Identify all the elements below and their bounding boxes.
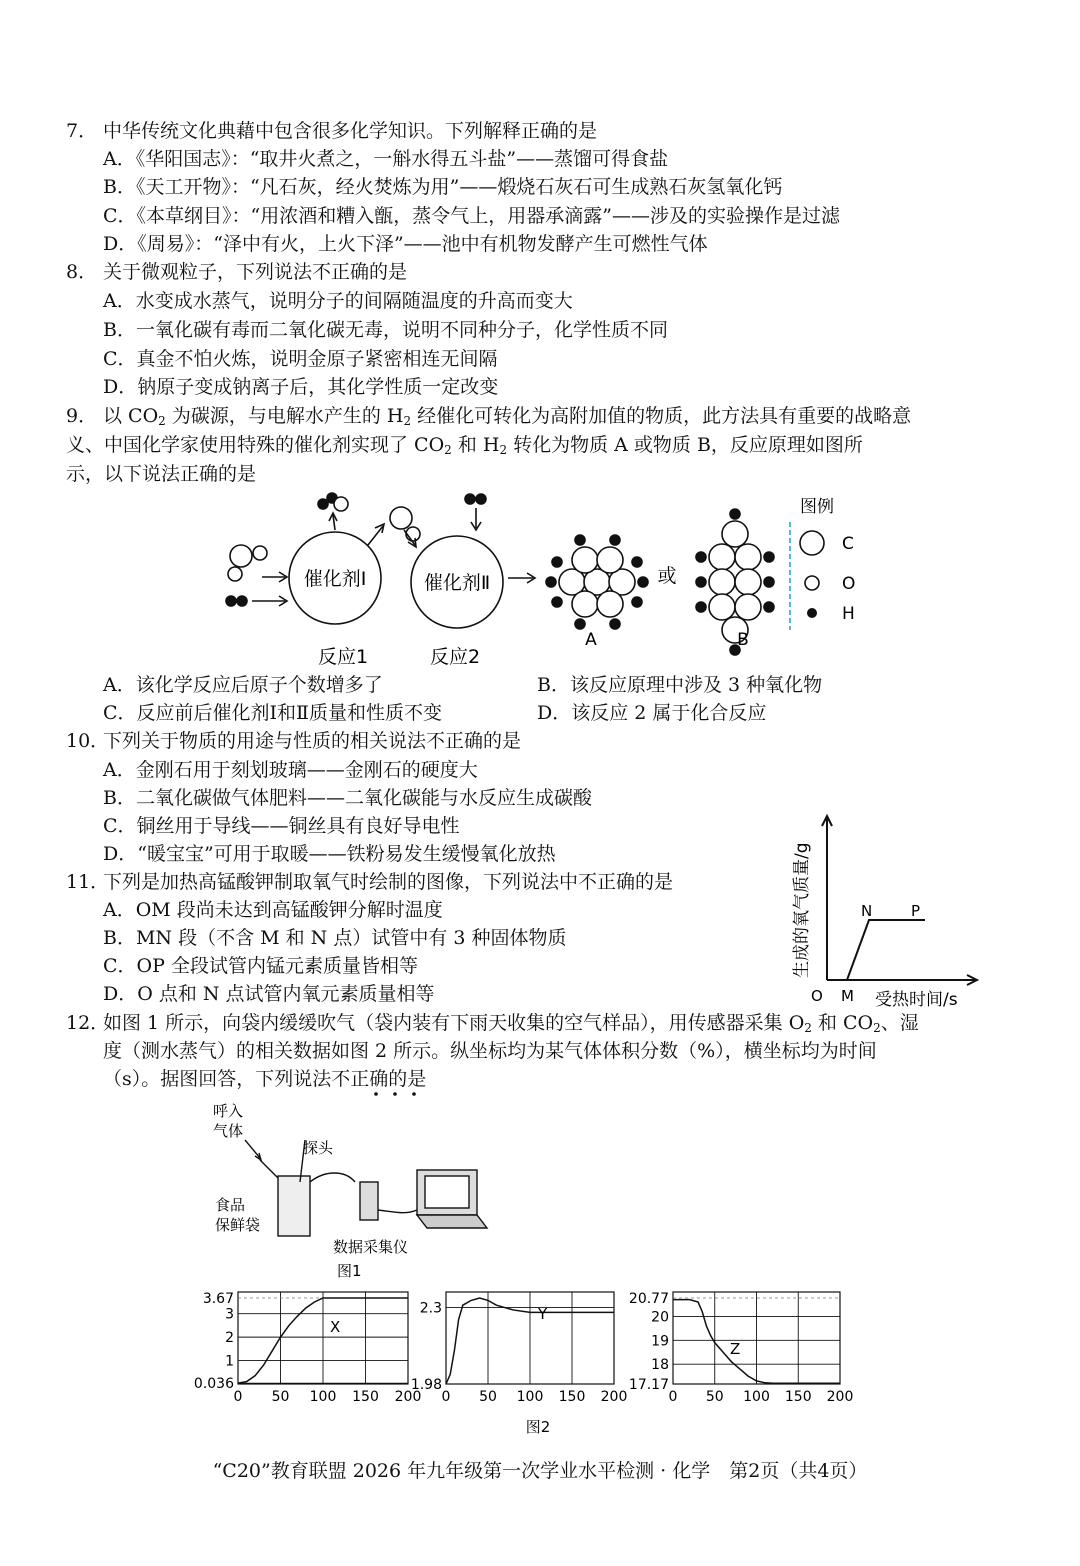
q7-option-a: A．《华阳国志》：“取井火煮之，一斛水得五斗盐”——蒸馏可得食盐 bbox=[103, 148, 669, 170]
fig2-panel-2-ytick: 17.17 bbox=[628, 1377, 669, 1393]
q9-option-c: C．反应前后催化剂Ⅰ和Ⅱ质量和性质不变 bbox=[103, 702, 442, 724]
legend-c-label: C bbox=[842, 534, 854, 554]
legend-o-symbol bbox=[805, 576, 819, 590]
catalyst1-label: 催化剂Ⅰ bbox=[303, 568, 367, 590]
q11-m-label: M bbox=[841, 987, 854, 1005]
fig2-series-label-Y: Y bbox=[538, 1305, 548, 1323]
reaction1-label: 反应1 bbox=[317, 646, 369, 668]
q9-stem-line3: 示，以下说法正确的是 bbox=[66, 463, 257, 485]
fig2-caption: 图2 bbox=[525, 1418, 551, 1436]
legend-h-label: H bbox=[842, 604, 855, 624]
fig2-panel-1-xtick: 0 bbox=[441, 1389, 451, 1405]
fig2-panel-1-xtick: 50 bbox=[479, 1389, 497, 1405]
fig2-series-label-Z: Z bbox=[730, 1340, 741, 1358]
q8-option-b: B．一氧化碳有毒而二氧化碳无毒，说明不同种分子，化学性质不同 bbox=[103, 319, 668, 341]
q12-stem-line3: （s）。据图回答，下列说法不正确的是 bbox=[103, 1068, 427, 1090]
molecule-b-label: B bbox=[737, 630, 749, 650]
legend-h-symbol bbox=[807, 608, 817, 618]
q10-option-b: B．二氧化碳做气体肥料——二氧化碳能与水反应生成碳酸 bbox=[103, 787, 592, 809]
fig2-panel-2-xtick: 0 bbox=[668, 1389, 678, 1405]
q8-option-a: A．水变成水蒸气，说明分子的间隔随温度的升高而变大 bbox=[103, 290, 573, 312]
fig2-panel-0-ytick: 0.036 bbox=[193, 1376, 234, 1393]
fig2-panel-1-ytick: 1.98 bbox=[410, 1377, 442, 1393]
fig2-panel-1-xtick: 100 bbox=[516, 1389, 544, 1405]
fig1-bag-label1: 食品 bbox=[215, 1196, 246, 1214]
q8-option-c: C．真金不怕火炼，说明金原子紧密相连无间隔 bbox=[103, 348, 498, 370]
q9-stem-line2: 义、中国化学家使用特殊的催化剂实现了 $CO_2$ 和 $H_2$ 转化为物质 A 或物质 B，反应原理如图所 bbox=[66, 434, 863, 457]
fig2-panel-1-ytick: 2.3 bbox=[419, 1300, 442, 1317]
fig1-gas-label: 气体 bbox=[213, 1122, 244, 1140]
catalyst2-label: 催化剂Ⅱ bbox=[423, 572, 491, 594]
fig2-panel-0-xtick: 50 bbox=[271, 1389, 290, 1405]
q7-option-d: D．《周易》：“泽中有火，上火下泽”——池中有机物发酵产生可燃性气体 bbox=[103, 233, 708, 255]
q9-option-a: A．该化学反应后原子个数增多了 bbox=[103, 674, 383, 696]
q10-option-d: D．“暖宝宝”可用于取暖——铁粉易发生缓慢氧化放热 bbox=[103, 843, 556, 865]
fig2-panel-0-ytick: 2 bbox=[225, 1330, 234, 1347]
q8-stem: 关于微观粒子，下列说法不正确的是 bbox=[103, 261, 408, 283]
q9-reaction-diagram bbox=[215, 490, 865, 672]
or-label: 或 bbox=[657, 565, 677, 587]
fig2-panel-2-xtick: 150 bbox=[784, 1389, 812, 1405]
emphasis-dots bbox=[370, 1090, 420, 1098]
q12-stem-line2: 度（测水蒸气）的相关数据如图 2 所示。纵坐标均为某气体体积分数（%），横坐标均为时间 bbox=[103, 1040, 877, 1062]
q11-option-d: D．O 点和 N 点试管内氧元素质量相等 bbox=[103, 983, 435, 1005]
q7-stem: 中华传统文化典藉中包含很多化学知识。下列解释正确的是 bbox=[103, 120, 598, 142]
molecule-b bbox=[696, 509, 774, 655]
fig2-panel-0-xtick: 150 bbox=[352, 1389, 379, 1405]
fig2-panel-0-xtick: 100 bbox=[309, 1389, 337, 1405]
fig1-bag-label2: 保鲜袋 bbox=[215, 1216, 261, 1234]
page-footer: “C20”教育联盟 2026 年九年级第一次学业水平检测 · 化学 第2页（共4页） bbox=[212, 1460, 868, 1482]
q11-n-label: N bbox=[861, 902, 873, 920]
fig2-panel-0-ytick: 3.67 bbox=[202, 1291, 234, 1307]
fig1-breath-label: 呼入 bbox=[213, 1102, 244, 1120]
q9-option-d: D．该反应 2 属于化合反应 bbox=[537, 702, 767, 724]
fig2-panel-2-ytick: 18 bbox=[651, 1357, 669, 1374]
q11-xlabel: 受热时间/s bbox=[875, 990, 958, 1010]
q11-graph-line bbox=[847, 920, 925, 980]
q12-figure2-charts bbox=[190, 1284, 860, 1439]
legend-o-label: O bbox=[842, 574, 856, 594]
q9-option-b: B．该反应原理中涉及 3 种氧化物 bbox=[537, 674, 823, 696]
q11-ylabel: 生成的氧气质量/g bbox=[792, 842, 812, 978]
legend-c-symbol bbox=[800, 531, 824, 555]
fig2-panel-1-xtick: 150 bbox=[558, 1389, 586, 1405]
molecule-a bbox=[546, 535, 648, 629]
fig2-panel-0-xtick: 200 bbox=[394, 1389, 422, 1405]
q8-number: 8． bbox=[66, 261, 98, 283]
fig1-probe-label: 探头 bbox=[303, 1139, 334, 1157]
fig2-panel-0-ytick: 1 bbox=[225, 1353, 234, 1370]
fig1-caption: 图1 bbox=[337, 1262, 362, 1280]
q10-option-c: C．铜丝用于导线——铜丝具有良好导电性 bbox=[103, 815, 460, 837]
fig2-panel-0-xtick: 0 bbox=[233, 1389, 243, 1405]
q10-stem: 下列关于物质的用途与性质的相关说法不正确的是 bbox=[103, 730, 522, 752]
q7-option-c: C．《本草纲目》：“用浓酒和糟入甑，蒸令气上，用器承滴露”——涉及的实验操作是过滤 bbox=[103, 205, 840, 227]
q11-oxygen-graph bbox=[775, 808, 990, 1013]
q11-option-c: C．OP 全段试管内锰元素质量皆相等 bbox=[103, 955, 418, 977]
q7-option-b: B．《天工开物》：“凡石灰，经火焚炼为用”——煅烧石灰石可生成熟石灰氢氧化钙 bbox=[103, 176, 783, 198]
q12-figure1-apparatus bbox=[205, 1100, 505, 1285]
q9-number: 9． bbox=[66, 405, 98, 427]
fig2-panel-2-xtick: 200 bbox=[826, 1389, 854, 1405]
q11-p-label: P bbox=[911, 902, 921, 920]
q12-stem-line1: 如图 1 所示，向袋内缓缓吹气（袋内装有下雨天收集的空气样品），用传感器采集 $O_2$ 和 $CO_2$、湿 bbox=[103, 1012, 919, 1035]
fig2-panel-2-xtick: 50 bbox=[705, 1389, 724, 1405]
fig2-panel-2-xtick: 100 bbox=[743, 1389, 770, 1405]
molecule-a-label: A bbox=[585, 630, 597, 650]
fig1-collector-label: 数据采集仪 bbox=[333, 1238, 409, 1256]
q11-origin-label: O bbox=[811, 987, 823, 1005]
q11-number: 11． bbox=[66, 871, 110, 893]
fig2-panel-1-xtick: 200 bbox=[600, 1389, 628, 1405]
q11-option-a: A．OM 段尚未达到高锰酸钾分解时温度 bbox=[103, 899, 443, 921]
q7-number: 7． bbox=[66, 120, 98, 142]
q10-option-a: A．金刚石用于刻划玻璃——金刚石的硬度大 bbox=[103, 759, 478, 781]
reaction2-label: 反应2 bbox=[429, 646, 481, 668]
q10-number: 10． bbox=[66, 730, 110, 752]
q11-option-b: B．MN 段（不含 M 和 N 点）试管中有 3 种固体物质 bbox=[103, 927, 567, 949]
fig2-panel-2-ytick: 20.77 bbox=[628, 1291, 669, 1307]
q11-stem: 下列是加热高锰酸钾制取氧气时绘制的图像，下列说法中不正确的是 bbox=[103, 871, 674, 893]
fig2-panel-2-ytick: 19 bbox=[651, 1333, 669, 1350]
q12-number: 12． bbox=[66, 1012, 110, 1034]
fig2-panel-2-ytick: 20 bbox=[651, 1309, 669, 1326]
fig2-series-label-X: X bbox=[330, 1318, 341, 1336]
q8-option-d: D．钠原子变成钠离子后，其化学性质一定改变 bbox=[103, 376, 499, 398]
q9-stem-line1: 以 $CO_2$ 为碳源，与电解水产生的 $H_2$ 经催化可转化为高附加值的物质，此方法具有重要的战略意 bbox=[103, 405, 912, 428]
legend-title: 图例 bbox=[800, 497, 834, 517]
fig2-panel-0-ytick: 3 bbox=[225, 1306, 234, 1323]
